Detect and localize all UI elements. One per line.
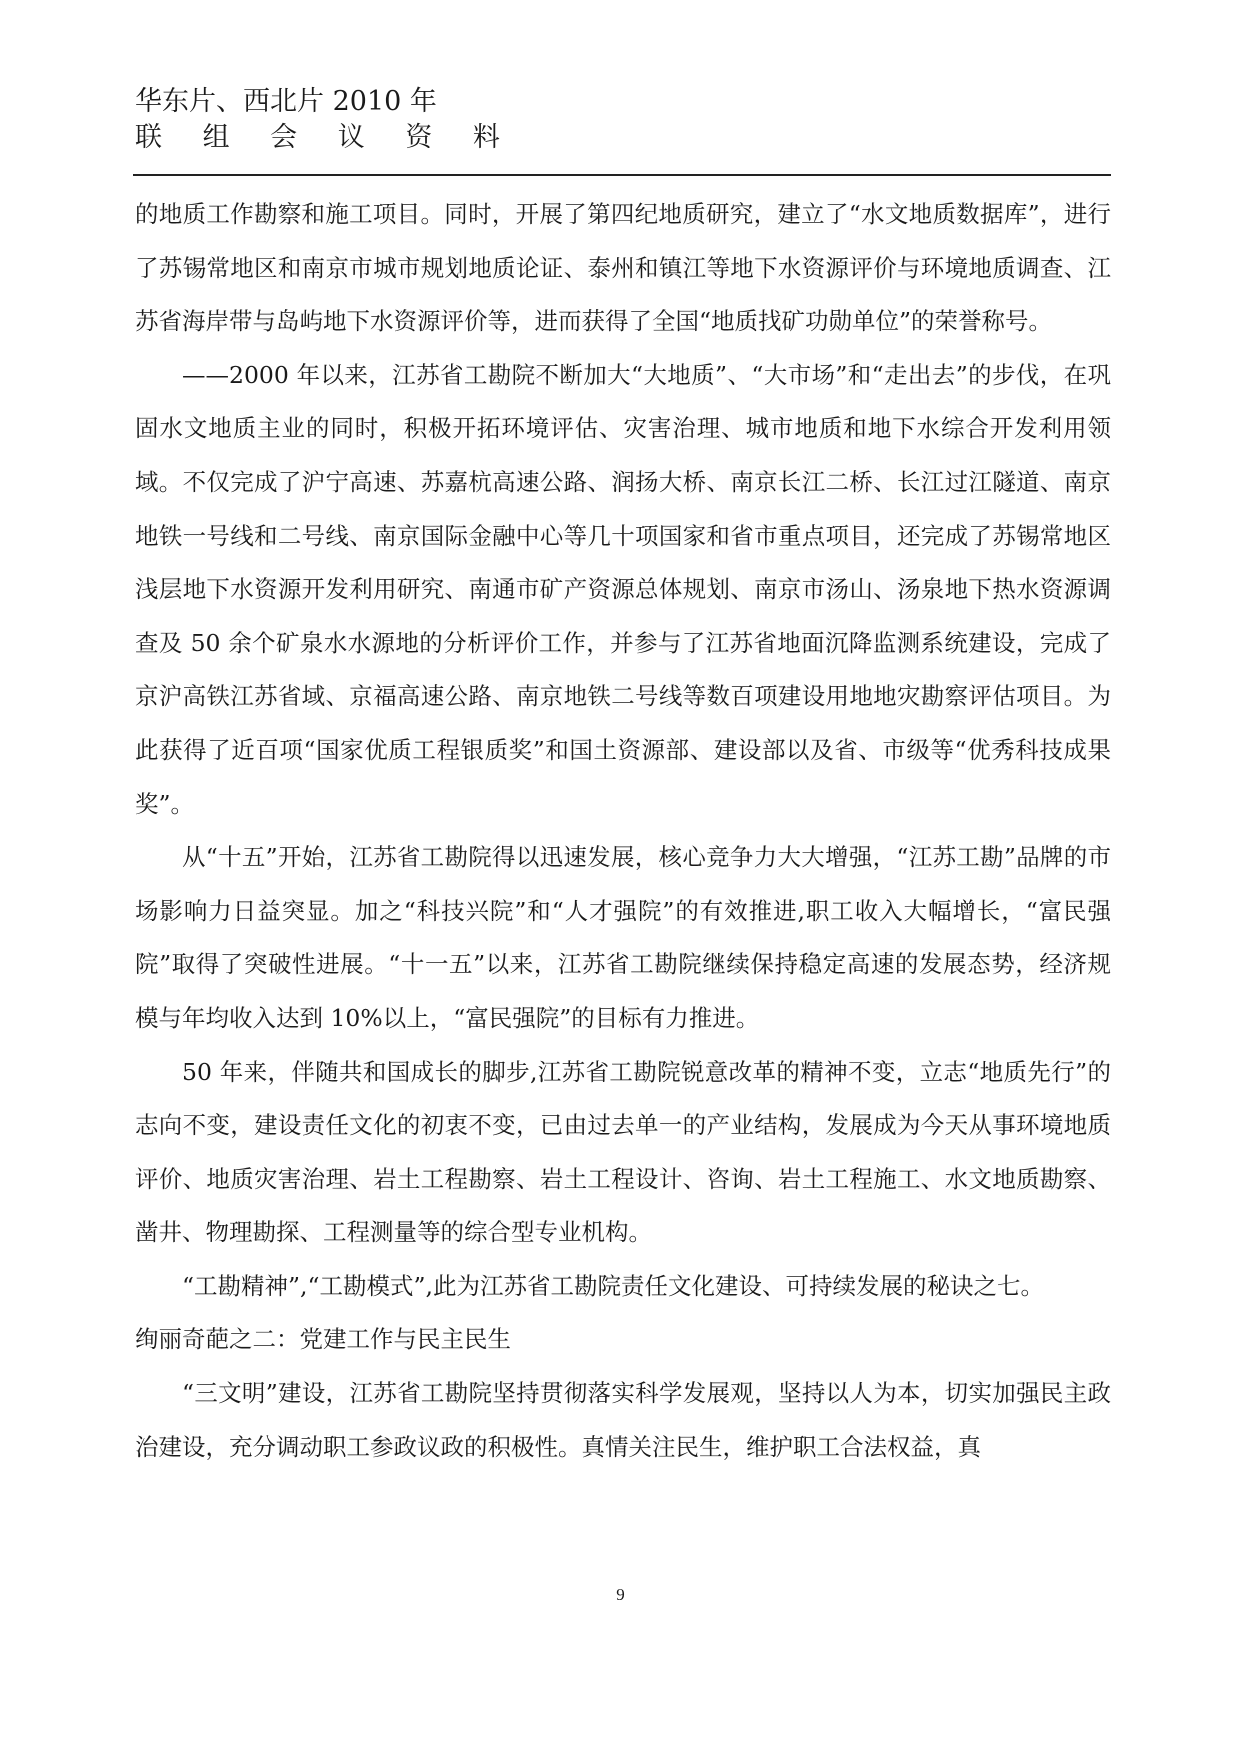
- header-divider: [133, 174, 1111, 176]
- paragraph: “三文明”建设，江苏省工勘院坚持贯彻落实科学发展观，坚持以人为本，切实加强民主政治建设，充分调动职工参政议政的积极性。真情关注民生，维护职工合法权益，真: [135, 1379, 1111, 1461]
- paragraph: ——2000 年以来，江苏省工勘院不断加大“大地质”、“大市场”和“走出去”的步伐，在巩固水文地质主业的同时，积极开拓环境评估、灾害治理、城市地质和地下水综合开发利用领域。不仅完成了沪宁高速、苏嘉杭高速公路、润扬大桥、南京长江二桥、长江过江隧道、南京地铁一号线和二号线、南京国际金融中心等几十项国家和省市重点项目，还完成了苏锡常地区浅层地下水资源开发利用研究、南通市矿产资源总体规划、南京市汤山、汤泉地下热水资源调查及 50 余个矿泉水水源地的分析评价工作，并参与了江苏省地面沉降监测系统建设，完成了京沪高铁江苏省域、京福高速公路、南京地铁二号线等数百项建设用地地灾勘察评估项目。为此获得了近百项“国家优质工程银质奖”和国土资源部、建设部以及省、市级等“优秀科技成果奖”。: [135, 360, 1111, 818]
- header-subtitle-line: 联 组 会 议 资 料: [135, 122, 516, 153]
- paragraph: “工勘精神”,“工勘模式”,此为江苏省工勘院责任文化建设、可持续发展的秘诀之七。: [182, 1271, 1044, 1300]
- header-title-line: 华东片、西北片 2010 年: [135, 86, 437, 117]
- paragraph: 50 年来，伴随共和国成长的脚步,江苏省工勘院锐意改革的精神不变，立志“地质先行”的志向不变，建设责任文化的初衷不变，已由过去单一的产业结构，发展成为今天从事环境地质评价、地质灾害治理、岩土工程勘察、岩土工程设计、咨询、岩土工程施工、水文地质勘察、凿井、物理勘探、工程测量等的综合型专业机构。: [135, 1057, 1111, 1247]
- body-text: [135, 188, 1111, 1474]
- paragraph: 的地质工作勘察和施工项目。同时，开展了第四纪地质研究，建立了“水文地质数据库”，进行了苏锡常地区和南京市城市规划地质论证、泰州和镇江等地下水资源评价与环境地质调查、江苏省海岸带与岛屿地下水资源评价等，进而获得了全国“地质找矿功勋单位”的荣誉称号。: [135, 200, 1111, 336]
- section-heading: 绚丽奇葩之二：党建工作与民主民生: [135, 1325, 511, 1354]
- document-header: [135, 84, 1115, 156]
- page-number: 9: [616, 1585, 625, 1604]
- paragraph: 从“十五”开始，江苏省工勘院得以迅速发展，核心竞争力大大增强，“江苏工勘”品牌的市场影响力日益突显。加之“科技兴院”和“人才强院”的有效推进,职工收入大幅增长，“富民强院”取得了突破性进展。“十一五”以来，江苏省工勘院继续保持稳定高速的发展态势，经济规模与年均收入达到 10%以上，“富民强院”的目标有力推进。: [135, 843, 1111, 1032]
